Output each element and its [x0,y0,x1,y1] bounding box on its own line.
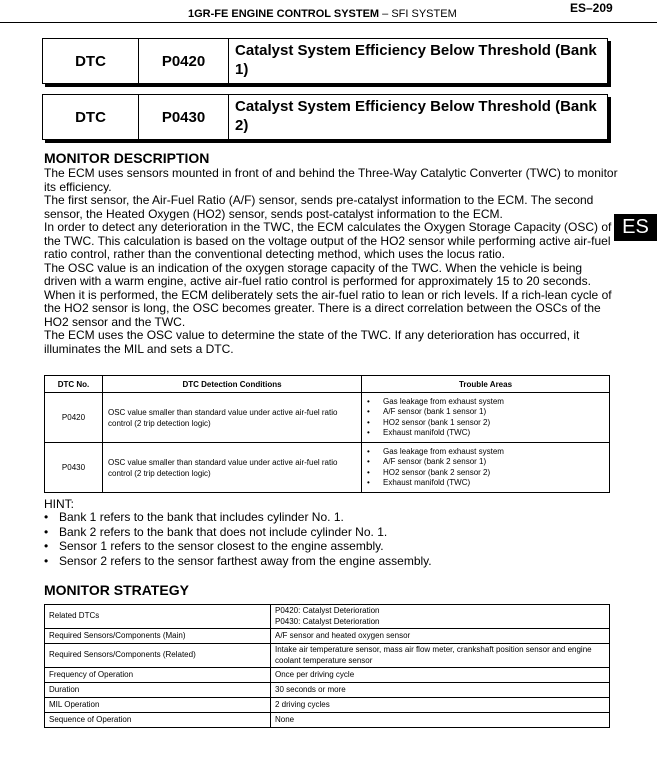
column-header: Trouble Areas [362,376,610,393]
strategy-key: Frequency of Operation [45,668,271,683]
paragraph: The OSC value is an indication of the oxygen storage capacity of the TWC. When the vehicle is being driven with a warm engine, active air-fuel ratio control is performed for approximately 15 to 20 seconds. When it is performed, the ECM deliberately sets the air-fuel ratio to lean or rich levels. If a rich-lean cycle of the HO2 sensor is long, the OSC becomes greater. There is a direct correlation between the OSCs of the HO2 sensor and the TWC. [44,260,612,329]
list-item: • Gas leakage from exhaust system [363,447,608,458]
strategy-key: Duration [45,683,271,698]
dtc-banner-p0420 [42,38,608,84]
trouble-areas-cell [362,443,610,493]
column-header: DTC No. [45,376,103,393]
table-row [45,698,610,713]
dtc-banner-p0430 [42,94,608,140]
list-item: • A/F sensor (bank 1 sensor 1) [363,407,608,418]
strategy-value [271,605,610,629]
system-title: 1GR-FE ENGINE CONTROL SYSTEM [188,8,380,20]
list-item: • Bank 1 refers to the bank that includes cylinder No. 1. [44,510,432,525]
table-row [45,629,610,644]
header-rule [0,22,657,23]
value-line: P0430: Catalyst Deterioration [275,616,380,626]
hint-label: HINT: [44,497,74,511]
table-row [45,713,610,728]
paragraph: The ECM uses sensors mounted in front of and behind the Three-Way Catalytic Converter (TWC) to monitor its efficiency. [44,166,618,194]
table-row [45,668,610,683]
system-subtitle: SFI SYSTEM [391,8,457,20]
monitor-description-heading: MONITOR DESCRIPTION [44,150,210,166]
column-header: DTC Detection Conditions [103,376,362,393]
list-item: • Sensor 2 refers to the sensor farthest away from the engine assembly. [44,554,432,569]
table-row [45,683,610,698]
paragraph: The ECM uses the OSC value to determine the state of the TWC. If any deterioration has occurred, it illuminates the MIL and sets a DTC. [44,328,580,356]
strategy-value: None [271,713,610,728]
monitor-strategy-heading: MONITOR STRATEGY [44,582,189,598]
dtc-title: Catalyst System Efficiency Below Threshold (Bank 1) [235,42,597,78]
dtc-table [44,375,610,493]
dtc-cell: P0430 [45,443,103,493]
table-row [45,393,610,443]
dtc-code: P0430 [139,95,229,139]
section-tab: ES [614,214,657,241]
table-row [45,644,610,668]
hint-list [44,510,432,568]
strategy-key: Required Sensors/Components (Related) [45,644,271,668]
dtc-label: DTC [43,95,139,139]
dtc-title: Catalyst System Efficiency Below Threshold (Bank 2) [235,98,597,134]
strategy-key: Related DTCs [45,605,271,629]
table-row [45,443,610,493]
list-item: • Bank 2 refers to the bank that does not include cylinder No. 1. [44,525,432,540]
condition-cell: OSC value smaller than standard value under active air-fuel ratio control (2 trip detection logic) [103,393,362,443]
page-header-title: 1GR-FE ENGINE CONTROL SYSTEM – SFI SYSTEM [188,8,457,20]
strategy-key: Required Sensors/Components (Main) [45,629,271,644]
strategy-value: 30 seconds or more [271,683,610,698]
strategy-value: Once per driving cycle [271,668,610,683]
strategy-key: Sequence of Operation [45,713,271,728]
monitor-description-body [44,167,618,356]
trouble-areas-cell [362,393,610,443]
list-item: • Gas leakage from exhaust system [363,397,608,408]
paragraph: The first sensor, the Air-Fuel Ratio (A/F) sensor, sends pre-catalyst information to the ECM. The second sensor, the Heated Oxygen (HO2) sensor, sends post-catalyst information to the ECM. [44,193,594,221]
table-header-row [45,376,610,393]
list-item: • Exhaust manifold (TWC) [363,428,608,439]
list-item: • Sensor 1 refers to the sensor closest to the engine assembly. [44,539,432,554]
page-number: ES–209 [570,1,613,15]
value-line: P0420: Catalyst Deterioration [275,606,380,615]
strategy-value: A/F sensor and heated oxygen sensor [271,629,610,644]
dtc-code: P0420 [139,39,229,83]
dtc-label: DTC [43,39,139,83]
strategy-key: MIL Operation [45,698,271,713]
monitor-strategy-table [44,604,610,728]
paragraph: In order to detect any deterioration in the TWC, the ECM calculates the Oxygen Storage Capacity (OSC) of the TWC. This calculation is based on the voltage output of the HO2 sensor while performing active air-fuel ratio control, rather than the conventional detecting method, which uses the locus ratio. [44,220,612,261]
list-item: • HO2 sensor (bank 1 sensor 2) [363,418,608,429]
list-item: • A/F sensor (bank 2 sensor 1) [363,457,608,468]
condition-cell: OSC value smaller than standard value under active air-fuel ratio control (2 trip detection logic) [103,443,362,493]
list-item: • Exhaust manifold (TWC) [363,478,608,489]
table-row [45,605,610,629]
dtc-cell: P0420 [45,393,103,443]
list-item: • HO2 sensor (bank 2 sensor 2) [363,468,608,479]
strategy-value: Intake air temperature sensor, mass air flow meter, crankshaft position sensor and engine coolant temperature sensor [271,644,610,668]
strategy-value: 2 driving cycles [271,698,610,713]
